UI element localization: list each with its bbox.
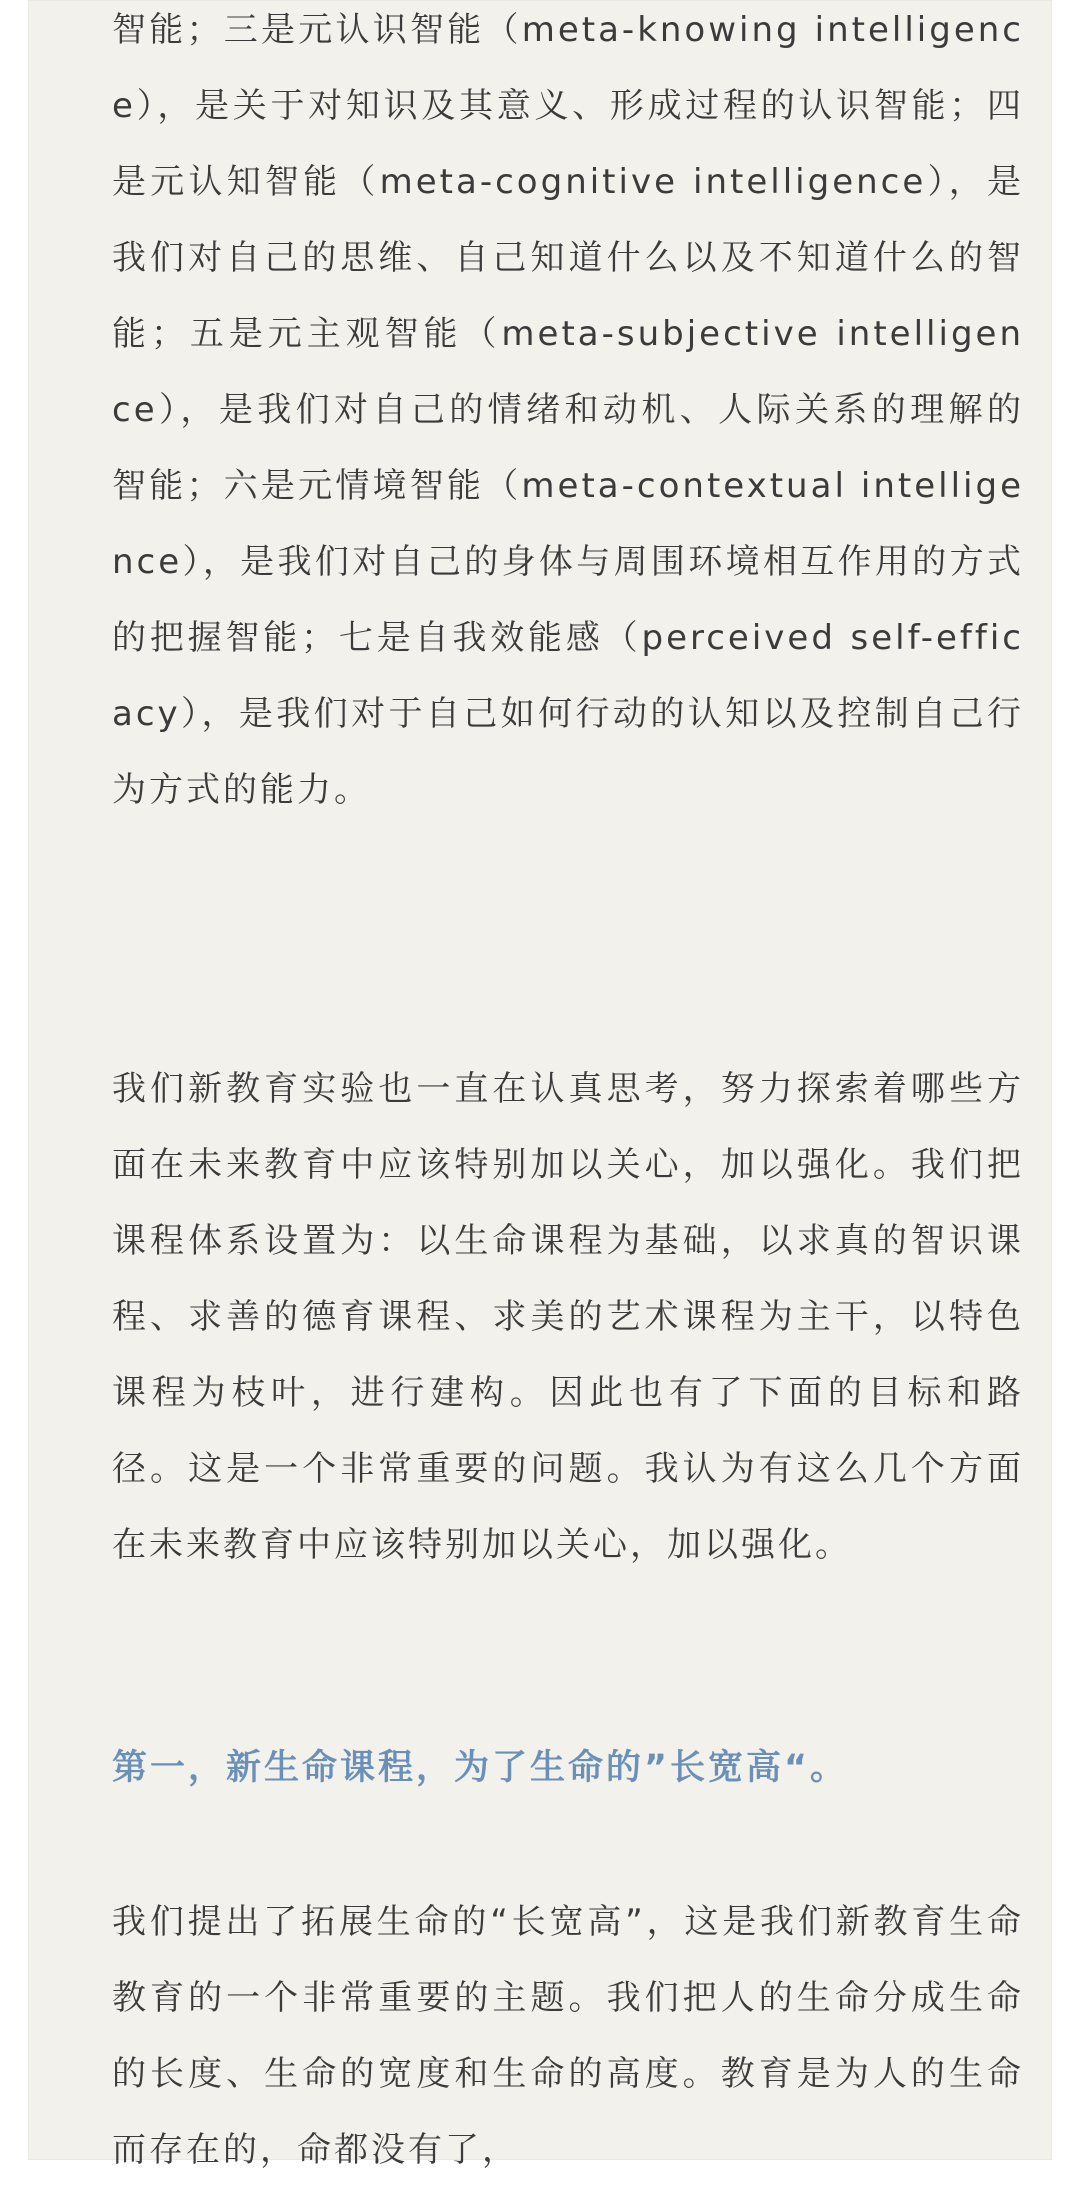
article-background <box>28 0 1052 2170</box>
article-paragraph-2: 我们新教育实验也一直在认真思考，努力探索着哪些方面在未来教育中应该特别加以关心，加以强化。我们把课程体系设置为：以生命课程为基础，以求真的智识课程、求善的德育课程、求美的艺术课程为主干，以特色课程为枝叶，进行建构。因此也有了下面的目标和路径。这是一个非常重要的问题。我认为有这么几个方面在未来教育中应该特别加以关心，加以强化。 <box>112 1069 1024 1565</box>
article-paragraph-3: 我们提出了拓展生命的“长宽高”，这是我们新教育生命教育的一个非常重要的主题。我们把人的生命分成生命的长度、生命的宽度和生命的高度。教育是为人的生命而存在的，命都没有了， <box>112 1902 1024 2170</box>
section-heading: 第一，新生命课程，为了生命的”长宽高“。 <box>112 1748 849 1788</box>
article-paragraph-1: 智能；三是元认识智能（meta-knowing intelligence），是关于对知识及其意义、形成过程的认识智能；四是元认知智能（meta-cognitive intelligence），是我们对自己的思维、自己知道什么以及不知道什么的智能；五是元主观智能（meta-subjective intelligence），是我们对自己的情绪和动机、人际关系的理解的智能；六是元情境智能（meta-contextual intelligence），是我们对自己的身体与周围环境相互作用的方式的把握智能；七是自我效能感（perceived self-efficacy），是我们对于自己如何行动的认知以及控制自己行为方式的能力。 <box>112 10 1024 810</box>
